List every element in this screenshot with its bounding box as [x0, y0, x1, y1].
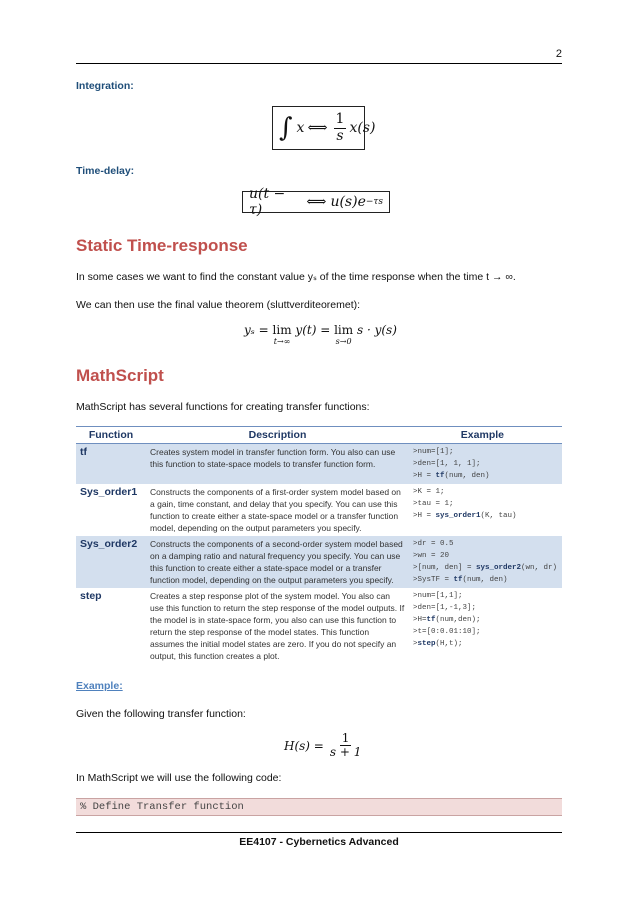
example-line: >K = 1;: [413, 488, 445, 496]
time-delay-exponent: −τs: [365, 197, 383, 207]
example-line: >wn = 20: [413, 552, 450, 560]
fv-lhs: yₛ =: [244, 323, 269, 337]
time-delay-lhs: u(t − τ): [249, 186, 286, 218]
static-section-title: Static Time-response: [76, 236, 248, 255]
lim-sub: t→∞: [273, 337, 291, 346]
lim-text: lim: [272, 323, 292, 337]
example-label: Example:: [76, 680, 123, 692]
example-line: >num=[1];: [413, 448, 454, 456]
example-line: >den=[1, 1, 1];: [413, 460, 481, 468]
function-example: [409, 484, 562, 536]
example-line: >tau = 1;: [413, 500, 454, 508]
function-name: Sys_order2: [76, 536, 146, 588]
fv-lim-1: [273, 323, 292, 346]
example-line: >t=[0:0.01:10];: [413, 628, 481, 636]
table-header-row: [76, 427, 562, 444]
mathscript-intro: MathScript has several functions for creating transfer functions:: [76, 401, 370, 413]
example-line: >step(H,t);: [413, 640, 463, 648]
example-line: >SysTF = tf(num, den): [413, 576, 508, 584]
function-name: Sys_order1: [80, 486, 138, 498]
page-number: 2: [555, 48, 562, 60]
transfer-function-equation: [284, 732, 364, 759]
fraction-numerator: 1: [341, 731, 350, 745]
function-name: tf: [76, 444, 146, 485]
example-line: >num=[1,1];: [413, 592, 463, 600]
example-line: >H = tf(num, den): [413, 472, 490, 480]
fraction-denominator: s + 1: [329, 745, 362, 760]
integration-formula-box: [272, 106, 376, 150]
function-example: [409, 536, 562, 588]
footer-rule: [76, 832, 562, 833]
example-line: >[num, den] = sys_order2(wn, dr): [413, 564, 558, 572]
equivalence-arrow: ⟺: [307, 120, 328, 136]
code-block: % Define Transfer function: [76, 798, 562, 816]
example-line: >H=tf(num,den);: [413, 616, 481, 624]
fraction-numerator: 1: [335, 111, 345, 128]
fv-mid: y(t) =: [295, 323, 331, 337]
function-example: [409, 588, 562, 664]
final-value-equation: [244, 323, 397, 346]
tf-lhs: H(s) =: [284, 738, 324, 753]
integration-label: Integration:: [76, 80, 134, 92]
integration-fraction: [334, 112, 347, 144]
footer-text: EE4107 - Cybernetics Advanced: [239, 836, 399, 848]
static-para-2: We can then use the final value theorem (sluttverditeoremet):: [76, 299, 361, 311]
fv-rhs: s · y(s): [356, 323, 397, 337]
tf-fraction: [330, 732, 361, 759]
mathscript-section-title: MathScript: [76, 366, 164, 385]
header-rule: [76, 63, 562, 64]
header-description: Description: [146, 427, 409, 444]
example-line: >dr = 0.5: [413, 540, 454, 548]
time-delay-rhs: u(s)e: [330, 194, 366, 210]
example-line: >H = sys_order1(K, tau): [413, 512, 517, 520]
function-description: Constructs the components of a first-order system model based on a gain, time constant, and delay that you specify. You can use this function to create either a state-space model or a transfer function model, depending on the output parameters you specify.: [150, 487, 401, 533]
function-description: Constructs the components of a second-order system model based on a damping ratio and natural frequency you specify. You can use this function to create either a state-space model or a transfer function model, depending on the output parameters you specify.: [146, 536, 409, 588]
equivalence-arrow: ⟺: [306, 194, 327, 210]
fraction-denominator: s: [336, 127, 344, 144]
table-row: [76, 588, 562, 664]
function-description: Creates a step response plot of the system model. You also can use this function to return the step response of the model outputs. If the model is in state-space form, you also can use this function to return the step response of the model states. This function assumes the initial model states are zero. If you do not specify an output, this function creates a plot.: [150, 591, 405, 661]
fv-lim-2: [334, 323, 353, 346]
integration-lhs: x: [296, 120, 305, 136]
table-row: [76, 484, 562, 536]
function-example: [409, 444, 562, 485]
functions-table: [76, 426, 562, 664]
table-row: [76, 536, 562, 588]
example-given-text: Given the following transfer function:: [76, 708, 246, 720]
function-description: Creates system model in transfer function form. You also can use this function to state-space models to transfer function form.: [146, 444, 409, 485]
time-delay-label: Time-delay:: [76, 165, 135, 177]
example-line: >den=[1,-1,3];: [413, 604, 477, 612]
table-row: [76, 444, 562, 485]
header-example: Example: [409, 427, 562, 444]
time-delay-formula-box: [242, 186, 390, 218]
integration-rhs: x(s): [349, 120, 376, 136]
lim-sub: s→0: [335, 337, 352, 346]
function-name: step: [80, 590, 102, 602]
static-para-1: In some cases we want to find the constant value yₛ of the time response when the time t → ∞.: [76, 271, 516, 283]
header-function: Function: [76, 427, 146, 444]
lim-text: lim: [334, 323, 354, 337]
integral-sign: ∫: [279, 113, 293, 143]
code-intro-text: In MathScript we will use the following code:: [76, 772, 282, 784]
